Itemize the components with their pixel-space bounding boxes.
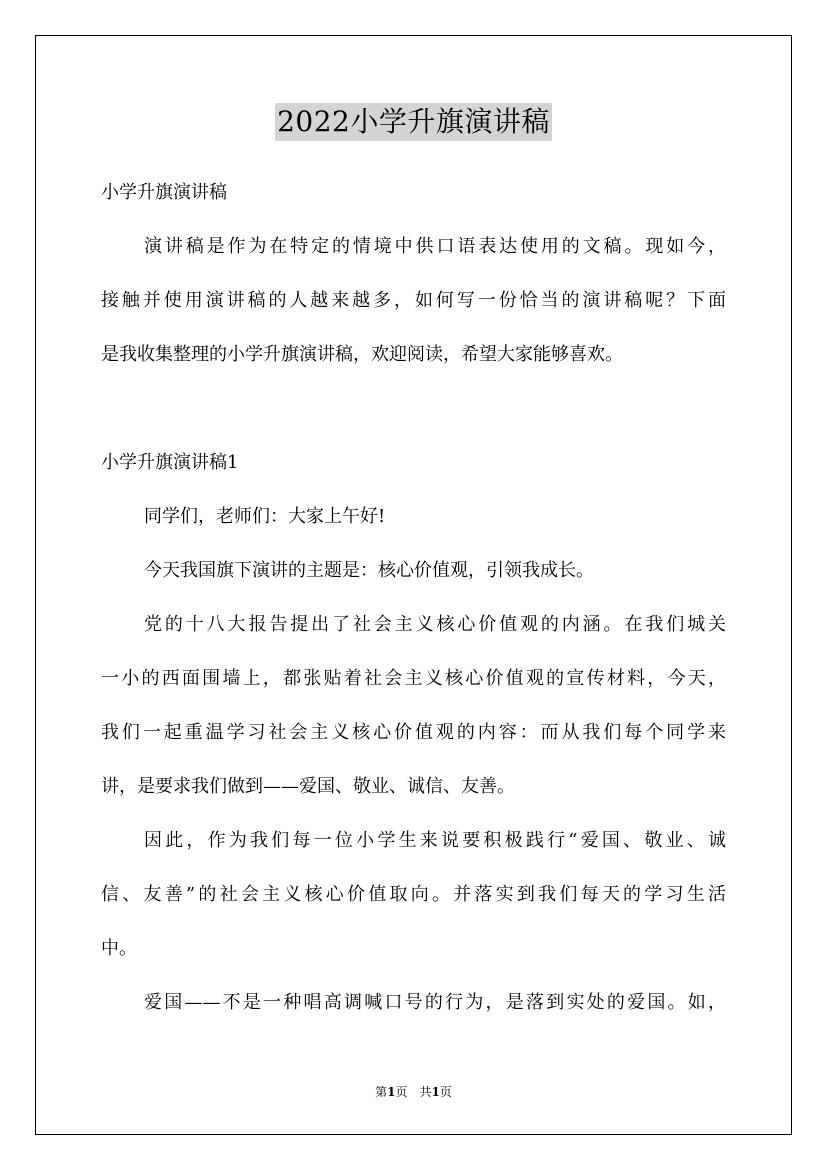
greeting-line: 同学们，老师们：大家上午好! [144, 506, 386, 527]
paragraph-line: 讲，是要求我们做到——爱国、敬业、诚信、友善。 [101, 776, 515, 797]
paragraph-spacer [101, 392, 726, 446]
footer-page-number: 1 [387, 1085, 396, 1099]
paragraph-line: 一小的西面围墙上，都张贴着社会主义核心价值观的宣传材料，今天， [101, 668, 726, 689]
title-container [0, 103, 827, 141]
paragraph-line: 信、友善”的社会主义核心价值取向。并落实到我们每天的学习生活 [101, 884, 726, 905]
footer-total-pages: 1 [431, 1085, 440, 1099]
section-heading: 小学升旗演讲稿1 [101, 452, 239, 473]
paragraph-line: 因此，作为我们每一位小学生来说要积极践行“爱国、敬业、诚 [144, 830, 726, 851]
topic-line: 今天我国旗下演讲的主题是：核心价值观，引领我成长。 [144, 560, 594, 581]
footer-page-suffix: 页 [439, 1085, 452, 1099]
document-subtitle: 小学升旗演讲稿 [101, 182, 227, 203]
paragraph-line: 我们一起重温学习社会主义核心价值观的内容：而从我们每个同学来 [101, 722, 726, 743]
paragraph-line: 中。 [101, 938, 137, 959]
document-title: 2022小学升旗演讲稿 [275, 103, 552, 141]
intro-line: 演讲稿是作为在特定的情境中供口语表达使用的文稿。现如今， [144, 236, 726, 257]
intro-line: 是我收集整理的小学升旗演讲稿，欢迎阅读，希望大家能够喜欢。 [101, 344, 623, 365]
footer-page-mid: 页 共 [395, 1085, 432, 1099]
intro-line: 接触并使用演讲稿的人越来越多，如何写一份恰当的演讲稿呢？下面 [101, 290, 726, 311]
paragraph-line: 党的十八大报告提出了社会主义核心价值观的内涵。在我们城关 [144, 614, 726, 635]
paragraph-line: 爱国——不是一种唱高调喊口号的行为，是落到实处的爱国。如， [144, 992, 726, 1013]
document-body [101, 176, 726, 1040]
footer-page-prefix: 第 [375, 1085, 388, 1099]
page-footer [0, 1082, 827, 1102]
